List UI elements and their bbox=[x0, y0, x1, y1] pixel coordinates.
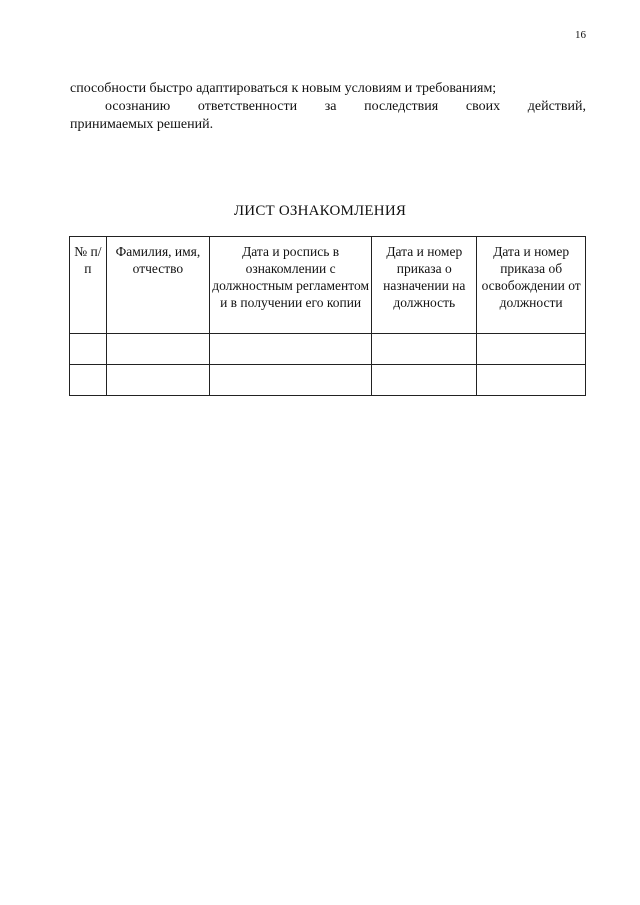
table-cell bbox=[372, 365, 477, 396]
table-cell bbox=[477, 334, 586, 365]
table-cell bbox=[70, 365, 107, 396]
sheet-title: ЛИСТ ОЗНАКОМЛЕНИЯ bbox=[233, 203, 407, 219]
body-text bbox=[70, 80, 586, 134]
table-cell bbox=[477, 365, 586, 396]
table-row bbox=[70, 365, 586, 396]
table-cell bbox=[70, 334, 107, 365]
table-cell bbox=[106, 334, 209, 365]
table-cell bbox=[372, 334, 477, 365]
paragraph-line-1: способности быстро адаптироваться к новым условиям и требованиям; bbox=[70, 81, 497, 96]
column-header-dismissal-order: Дата и номер приказа об освобождении от должности bbox=[477, 237, 586, 334]
column-header-full-name: Фамилия, имя, отчество bbox=[106, 237, 209, 334]
page-number: 16 bbox=[575, 29, 586, 41]
column-header-appointment-order: Дата и номер приказа о назначении на должность bbox=[372, 237, 477, 334]
table-cell bbox=[106, 365, 209, 396]
paragraph-line-3: принимаемых решений. bbox=[70, 117, 214, 132]
table-cell bbox=[210, 365, 372, 396]
table-cell bbox=[210, 334, 372, 365]
paragraph-line-2: осознанию ответственности за последствия своих действий, bbox=[105, 99, 586, 114]
column-header-number: № п/п bbox=[70, 237, 107, 334]
table-header-row bbox=[70, 237, 586, 334]
table-row bbox=[70, 334, 586, 365]
acknowledgement-table bbox=[69, 236, 586, 396]
column-header-signature-date: Дата и роспись в ознакомлении с должностным регламентом и в получении его копии bbox=[210, 237, 372, 334]
